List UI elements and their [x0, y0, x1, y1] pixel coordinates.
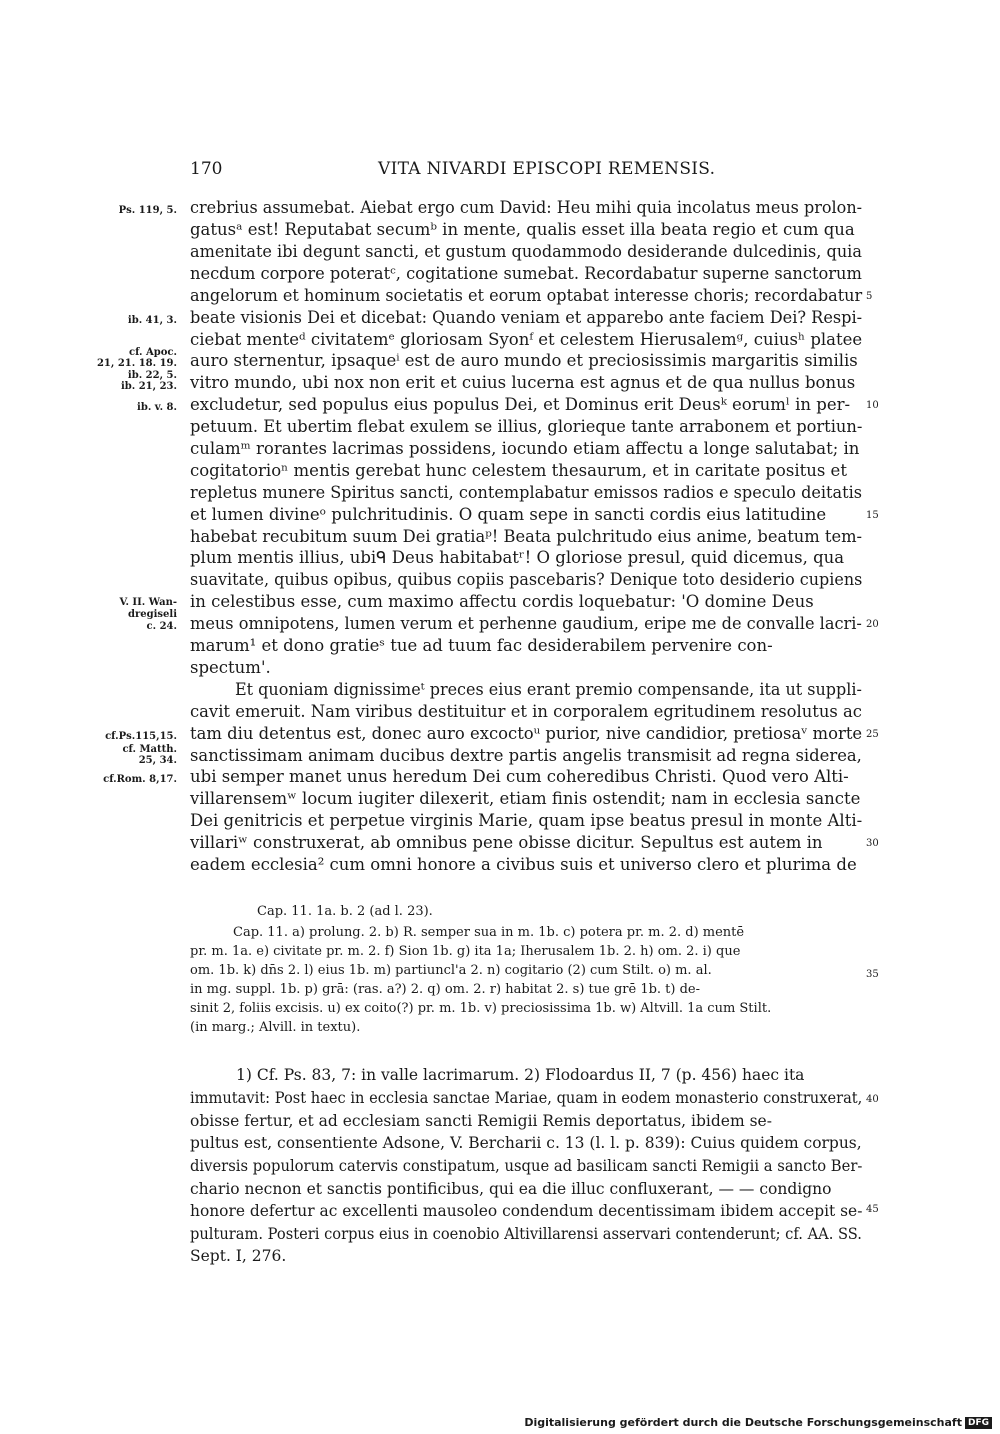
- body-line: meus omnipotens, lumen verum et perhenne gaudium, eripe me de convalle lacri-: [190, 614, 862, 633]
- margin-note: Ps. 119, 5.: [118, 205, 177, 216]
- line-number: 10: [866, 400, 879, 411]
- body-line: vitro mundo, ubi nox non erit et cuius lucerna est agnus et de qua nullus bonus: [190, 373, 856, 392]
- footnote-line: 1) Cf. Ps. 83, 7: in valle lacrimarum. 2) Flodoardus II, 7 (p. 456) haec ita: [236, 1066, 805, 1084]
- body-line: gatusᵃ est! Reputabat secumᵇ in mente, qualis esset illa beata regio et cum qua: [190, 220, 855, 239]
- footnote-line: diversis populorum catervis constipatum, usque ad basilicam sancti Remigii a sancto Ber-: [190, 1157, 863, 1175]
- body-line: spectum'.: [190, 658, 271, 677]
- body-line: Dei genitricis et perpetue virginis Marie, quam ipse beatus presul in monte Alti-: [190, 811, 863, 830]
- line-number: 5: [866, 291, 873, 302]
- body-line: suavitate, quibus opibus, quibus copiis pascebaris? Denique toto desiderio cupiens: [190, 570, 863, 589]
- body-line: amenitate ibi degunt sancti, et gustum quodammodo desiderande dulcedinis, quia: [190, 242, 862, 261]
- body-line: tam diu detentus est, donec auro excoctoᵘ purior, nive candidior, pretiosaᵛ morte: [190, 724, 863, 743]
- body-line: sanctissimam animam ducibus dextre partis angelis transmisit ad regna siderea,: [190, 746, 862, 765]
- body-line: angelorum et hominum societatis et eorum optabat interesse choris; recordabatur: [190, 286, 863, 305]
- body-line: necdum corpore poteratᶜ, cogitatione sumebat. Recordabatur superne sanctorum: [190, 264, 862, 283]
- footnote-line: pulturam. Posteri corpus eius in coenobio Altivillarensi asservari contenderunt; cf. AA. SS.: [190, 1225, 862, 1243]
- body-line: habebat recubitum suum Dei gratiaᵖ! Beata pulchritudo eius anime, beatum tem-: [190, 527, 863, 546]
- apparatus-line: Cap. 11. 1a. b. 2 (ad l. 23).: [257, 904, 433, 919]
- footnote-line: immutavit: Post haec in ecclesia sanctae Mariae, quam in eodem monasterio construxerat,: [190, 1089, 863, 1107]
- margin-note: cf.Ps.115,15.: [105, 731, 177, 742]
- margin-note: 25, 34.: [138, 755, 177, 766]
- footnote-line: honore defertur ac excellenti mausoleo condendum decentissimam ibidem accepit se-: [190, 1202, 863, 1220]
- body-line: ubi semper manet unus heredum Dei cum coheredibus Christi. Quod vero Alti-: [190, 767, 849, 786]
- running-title: VITA NIVARDI EPISCOPI REMENSIS.: [378, 159, 716, 179]
- apparatus-line: pr. m. 1a. e) civitate pr. m. 2. f) Sion 1b. g) ita 1a; Iherusalem 1b. 2. h) om. 2. i) que: [190, 944, 741, 959]
- body-line: villariʷ construxerat, ab omnibus pene obisse dicitur. Sepultus est autem in: [190, 833, 823, 852]
- margin-note: c. 24.: [146, 621, 177, 632]
- footer-text: Digitalisierung gefördert durch die Deutsche Forschungsgemeinschaft: [524, 1416, 962, 1429]
- line-number: 20: [866, 619, 879, 630]
- apparatus-line: (in marg.; Alvill. in textu).: [190, 1020, 361, 1035]
- margin-note: ib. 22, 5.: [127, 370, 177, 381]
- body-line: eadem ecclesia² cum omni honore a civibus suis et universo clero et plurima de: [190, 855, 857, 874]
- digitization-footer: [524, 1416, 992, 1429]
- body-line: villarensemʷ locum iugiter dilexerit, etiam finis ostendit; nam in ecclesia sancte: [190, 789, 861, 808]
- margin-note: ib. 41, 3.: [127, 315, 177, 326]
- margin-note: cf. Matth.: [122, 744, 177, 755]
- line-number: 15: [866, 510, 879, 521]
- footnote-line: chario necnon et sanctis pontificibus, qui ea die illuc confluxerant, — — condigno: [190, 1180, 832, 1198]
- margin-note: cf. Apoc.: [129, 347, 177, 358]
- body-line: et lumen divineᵒ pulchritudinis. O quam sepe in sancti cordis eius latitudine: [190, 505, 827, 524]
- body-line: ciebat menteᵈ civitatemᵉ gloriosam Syonᶠ et celestem Hierusalemᵍ, cuiusʰ platee: [190, 330, 863, 349]
- margin-note: V. II. Wan-: [119, 597, 177, 608]
- margin-note: 21, 21. 18. 19.: [96, 358, 177, 369]
- body-line: plum mentis illius, ubiᑫ Deus habitabatʳ! O gloriose presul, quid dicemus, qua: [190, 548, 845, 567]
- footnote-line: obisse fertur, et ad ecclesiam sancti Remigii Remis deportatus, ibidem se-: [190, 1112, 772, 1130]
- line-number: 35: [866, 969, 879, 980]
- dfg-logo-icon: DFG: [965, 1417, 992, 1429]
- footnote-line: Sept. I, 276.: [190, 1247, 287, 1265]
- margin-note: dregiseli: [127, 609, 177, 620]
- body-line: culamᵐ rorantes lacrimas possidens, iocundo etiam affectu a longe salutabat; in: [190, 439, 860, 458]
- line-number: 30: [866, 838, 879, 849]
- line-number: 25: [866, 729, 879, 740]
- footnote-line: pultus est, consentiente Adsone, V. Bercharii c. 13 (l. l. p. 839): Cuius quidem corpus,: [190, 1134, 862, 1152]
- margin-note: ib. v. 8.: [137, 402, 177, 413]
- body-line: cavit emeruit. Nam viribus destituitur et in corporalem egritudinem resolutus ac: [190, 702, 862, 721]
- body-line: petuum. Et ubertim flebat exulem se illius, glorieque tante arrabonem et portiun-: [190, 417, 863, 436]
- body-line: repletus munere Spiritus sancti, contemplabatur emissos radios e speculo deitatis: [190, 483, 862, 502]
- apparatus-line: in mg. suppl. 1b. p) grā: (ras. a?) 2. q) om. 2. r) habitat 2. s) tue grē 1b. t) de-: [190, 982, 701, 997]
- body-line: auro sternentur, ipsaqueⁱ est de auro mundo et preciosissimis margaritis similis: [190, 351, 858, 370]
- margin-note: ib. 21, 23.: [120, 381, 177, 392]
- body-line: in celestibus esse, cum maximo affectu cordis loquebatur: 'O domine Deus: [190, 592, 814, 611]
- apparatus-line: Cap. 11. a) prolung. 2. b) R. semper sua in m. 1b. c) potera pr. m. 2. d) mentē: [233, 925, 745, 940]
- apparatus-line: sinit 2, foliis excisis. u) ex coito(?) pr. m. 1b. v) preciosissima 1b. w) Altvill. 1a cum Stilt.: [190, 1001, 772, 1016]
- line-number: 40: [866, 1094, 879, 1105]
- body-line: Et quoniam dignissimeᵗ preces eius erant premio compensande, ita ut suppli-: [235, 680, 862, 699]
- body-line: beate visionis Dei et dicebat: Quando veniam et apparebo ante faciem Dei? Respi-: [190, 308, 863, 327]
- body-line: marum¹ et dono gratieˢ tue ad tuum fac desiderabilem pervenire con-: [190, 636, 773, 655]
- apparatus-line: om. 1b. k) dn̄s 2. l) eius 1b. m) partiuncl'a 2. n) cogitario (2) cum Stilt. o) m. al.: [190, 963, 712, 978]
- page-number: 170: [190, 159, 223, 179]
- body-line: cogitatorioⁿ mentis gerebat hunc celestem thesaurum, et in caritate positus et: [190, 461, 847, 480]
- body-line: crebrius assumebat. Aiebat ergo cum David: Heu mihi quia incolatus meus prolon-: [190, 198, 863, 217]
- body-line: excludetur, sed populus eius populus Dei, et Dominus erit Deusᵏ eorumˡ in per-: [190, 395, 851, 414]
- line-number: 45: [866, 1204, 879, 1215]
- margin-note: cf.Rom. 8,17.: [103, 774, 177, 785]
